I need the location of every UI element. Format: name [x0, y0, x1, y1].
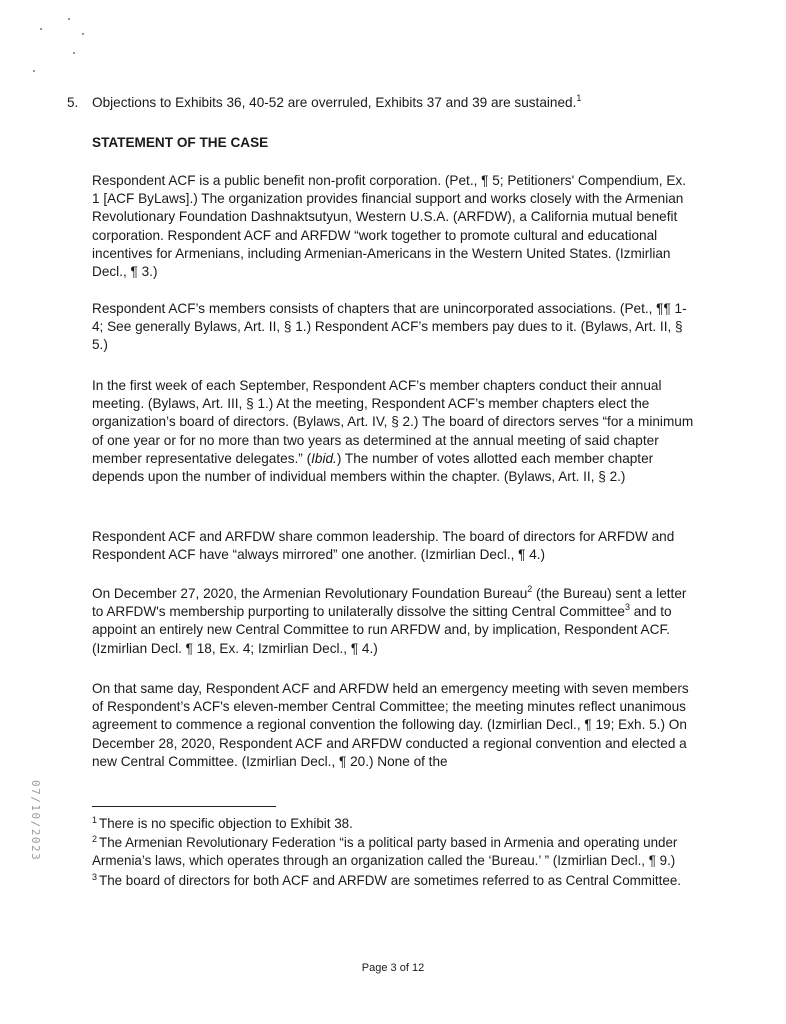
- page-number: Page 3 of 12: [361, 962, 425, 974]
- paragraph-text-part: and to appoint an entirely new Central Committee to run ARFDW and, by implication, Respondent ACF. (Izmirlian Decl. ¶ 18, Ex. 4; Izmirlian Decl., ¶ 4.): [92, 604, 672, 656]
- stamp-text: 07/10/2023: [29, 780, 42, 862]
- paragraph-text: [92, 377, 697, 486]
- paragraph-text: Respondent ACF’s members consists of chapters that are unincorporated associations. (Pet., ¶¶ 1-4; See generally Bylaws, Art. II, § 1.) Respondent ACF’s members pay dues to it. (Bylaws, Art. II, § 5.): [92, 301, 687, 353]
- footnote-mark: 1: [92, 815, 98, 825]
- footnote-ref-1: 1: [576, 93, 582, 103]
- paragraph-text-part: (the Bureau) sent a letter to ARFDW's membership purporting to unilaterally dissolve the sitting Central Committee: [92, 586, 687, 620]
- numbered-item-5: [67, 94, 707, 112]
- footnote-3: [92, 872, 692, 890]
- italic-citation: Ibid.: [311, 450, 337, 466]
- section-heading: STATEMENT OF THE CASE: [92, 135, 269, 150]
- paragraph-text: Respondent ACF and ARFDW share common leadership. The board of directors for ARFDW and Respondent ACF have “always mirrored” one another. (Izmirlian Decl., ¶ 4.): [92, 529, 675, 563]
- paragraph-4: [92, 528, 697, 564]
- paragraph-1: [92, 172, 697, 281]
- item-text: Objections to Exhibits 36, 40-52 are overruled, Exhibits 37 and 39 are sustained.: [92, 95, 577, 110]
- paragraph-text-part: On December 27, 2020, the Armenian Revolutionary Foundation Bureau: [92, 586, 528, 601]
- paragraph-text-part: In the first week of each September, Respondent ACF’s member chapters conduct their annual meeting. (Bylaws, Art. III, § 1.) At the meeting, Respondent ACF’s member chapters elect the organization’s board of directors. (Bylaws, Art. IV, § 2.) The board of directors serves “for a minimum of one year or for no more than two years as determined at the annual meeting of said chapter member representative delegates.” (: [92, 378, 694, 466]
- footnote-mark: 2: [92, 834, 98, 845]
- footnote-divider: [92, 806, 276, 807]
- footnote-ref-3: 3: [624, 602, 630, 613]
- footnote-1: [92, 815, 692, 833]
- footnote-text: The Armenian Revolutionary Federation “is a political party based in Armenia and operating under Armenia’s laws, which operates through an organization called the ‘Bureau.’ ” (Izmirlian Decl., ¶ 9.): [92, 835, 678, 869]
- footnote-ref-2: 2: [527, 584, 533, 594]
- paragraph-text: On that same day, Respondent ACF and ARFDW held an emergency meeting with seven members of Respondent’s ACF's eleven-member Central Committee; the meeting minutes reflect unanimous agreement to commence a regional convention the following day. (Izmirlian Decl., ¶ 19; Exh. 5.) On December 28, 2020, Respondent ACF and ARFDW conducted a regional convention and elected a new Central Committee. (Izmirlian Decl., ¶ 20.) None of the: [92, 681, 689, 769]
- paragraph-2: [92, 300, 697, 355]
- footnote-2: [92, 834, 692, 870]
- paragraph-text: Respondent ACF is a public benefit non-profit corporation. (Pet., ¶ 5; Petitioners' Compendium, Ex. 1 [ACF ByLaws].) The organization provides financial support and works closely with the Armenian Revolutionary Foundation Dashnaktsutyun, Western U.S.A. (ARFDW), a California mutual benefit corporation. Respondent ACF and ARFDW “work together to promote cultural and educational incentives for Armenians, including Armenian-Americans in the Western United States. (Izmirlian Decl., ¶ 3.): [92, 173, 686, 280]
- footnotes: [92, 815, 692, 891]
- paragraph-6: [92, 680, 697, 771]
- paragraph-5: [92, 585, 697, 658]
- filing-date-stamp: [30, 780, 44, 890]
- footnote-text: There is no specific objection to Exhibit 38.: [99, 816, 353, 831]
- footnote-text: The board of directors for both ACF and ARFDW are sometimes referred to as Central Committee.: [99, 872, 681, 888]
- item-number: 5.: [67, 95, 79, 110]
- paragraph-text-part: ) The number of votes allotted each member chapter depends upon the number of individual members within the chapter. (Bylaws, Art. II, § 2.): [92, 450, 654, 485]
- footnote-mark: 3: [92, 871, 98, 882]
- paragraph-3: [92, 377, 697, 486]
- paragraph-text: [92, 585, 697, 658]
